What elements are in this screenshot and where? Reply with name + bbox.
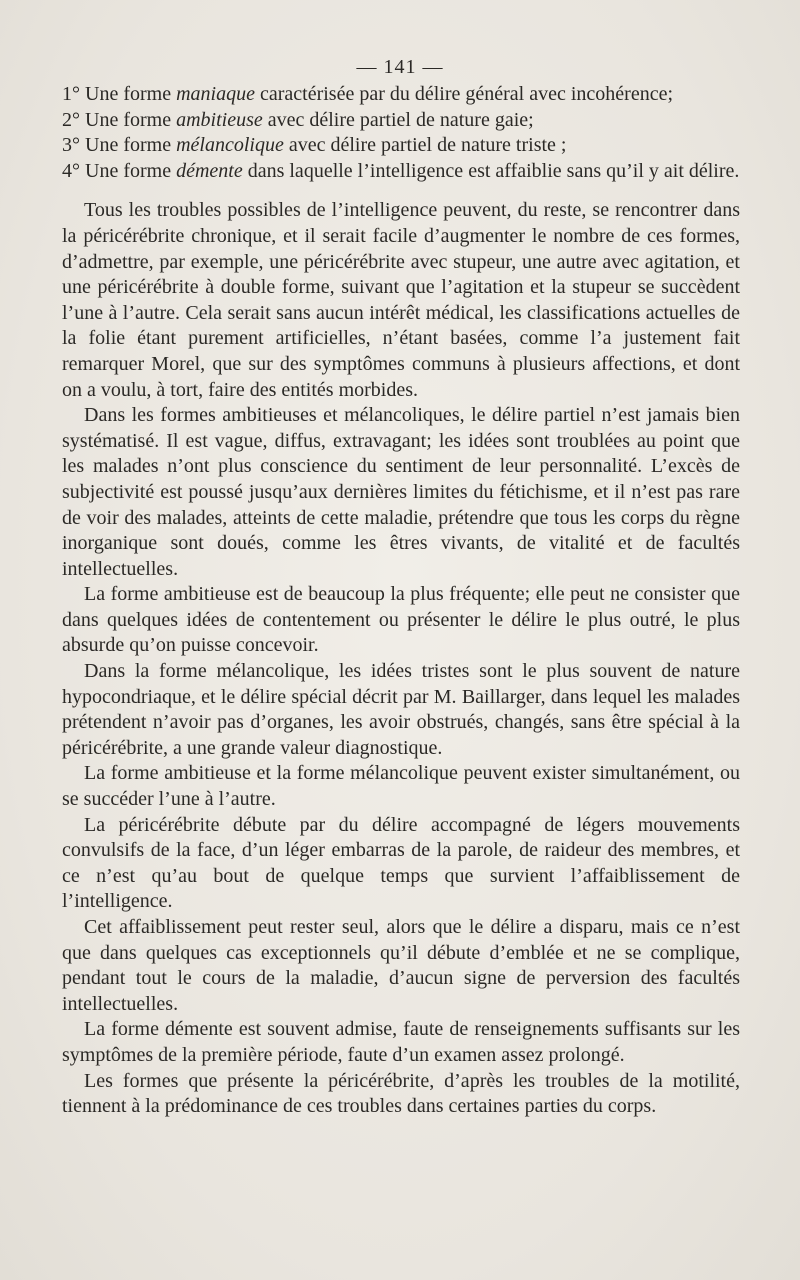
paragraph: Dans les formes ambitieuses et mélancoliques, le délire partiel n’est jamais bien systématisé. Il est vague, diffus, extravagant; les idées sont troublées au point que les malades n’ont plus conscience du sentiment de leur personnalité. L’excès de subjectivité est poussé jusqu’aux dernières limites du fétichisme, et il n’est pas rare de voir des malades, atteints de cette maladie, prétendre que tous les corps du règne inorganique sont doués, comme les êtres vivants, de vitalité et de facultés intellectuelles. (62, 404, 740, 580)
page-number: — 141 — (356, 56, 444, 78)
paragraph: Cet affaiblissement peut rester seul, alors que le délire a disparu, mais ce n’est que dans quelques cas exceptionnels qu’il débute d’emblée et ne se complique, pendant tout le cours de la maladie, d’aucun signe de perversion des facultés intellectuelles. (62, 916, 740, 1015)
list-item: 1° Une forme maniaque caractérisée par du délire général avec incohérence; (62, 83, 674, 105)
paragraph: La péricérébrite débute par du délire accompagné de légers mouvements convulsifs de la face, d’un léger embarras de la parole, de raideur des membres, et ce n’est qu’au bout de quelque temps que survient l’affaiblissement de l’intelligence. (62, 813, 740, 913)
body-text (62, 82, 740, 1120)
paragraph: Les formes que présente la péricérébrite, d’après les troubles de la motilité, tiennent à la prédominance de ces troubles dans certaines parties du corps. (62, 1069, 740, 1118)
list-item: 2° Une forme ambitieuse avec délire partiel de nature gaie; (62, 108, 534, 131)
paragraph: La forme ambitieuse et la forme mélancolique peuvent exister simultanément, ou se succéder l’une à l’autre. (62, 762, 740, 811)
list-item: 4° Une forme démente dans laquelle l’intelligence est affaiblie sans qu’il y ait délire. (62, 159, 740, 182)
paragraph: La forme démente est souvent admise, faute de renseignements suffisants sur les symptômes de la première période, faute d’un examen assez prolongé. (62, 1018, 740, 1066)
paragraph: Dans la forme mélancolique, les idées tristes sont le plus souvent de nature hypocondriaque, et le délire spécial décrit par M. Baillarger, dans lequel les malades prétendent n’avoir pas d’organes, les avoir obstrués, changés, sans être spécial à la péricérébrite, a une grande valeur diagnostique. (62, 660, 740, 759)
paragraph: La forme ambitieuse est de beaucoup la plus fréquente; elle peut ne consister que dans quelques idées de contentement ou présenter le délire le plus outré, le plus absurde qu’on puisse concevoir. (62, 583, 740, 657)
paragraph: Tous les troubles possibles de l’intelligence peuvent, du reste, se rencontrer dans la péricérébrite chronique, et il serait facile d’augmenter le nombre de ces formes, d’admettre, par exemple, une péricérébrite avec stupeur, une autre avec agitation, et une péricérébrite à double forme, suivant que l’agitation et la stupeur se succèdent l’une à l’autre. Cela serait sans aucun intérêt médical, les classifications actuelles de la folie étant purement artificielles, n’étant basées, comme l’a justement fait remarquer Morel, que sur des symptômes communs à plusieurs affections, et dont on a voulu, à tort, faire des entités morbides. (62, 199, 740, 401)
list-item: 3° Une forme mélancolique avec délire partiel de nature triste ; (62, 134, 567, 157)
